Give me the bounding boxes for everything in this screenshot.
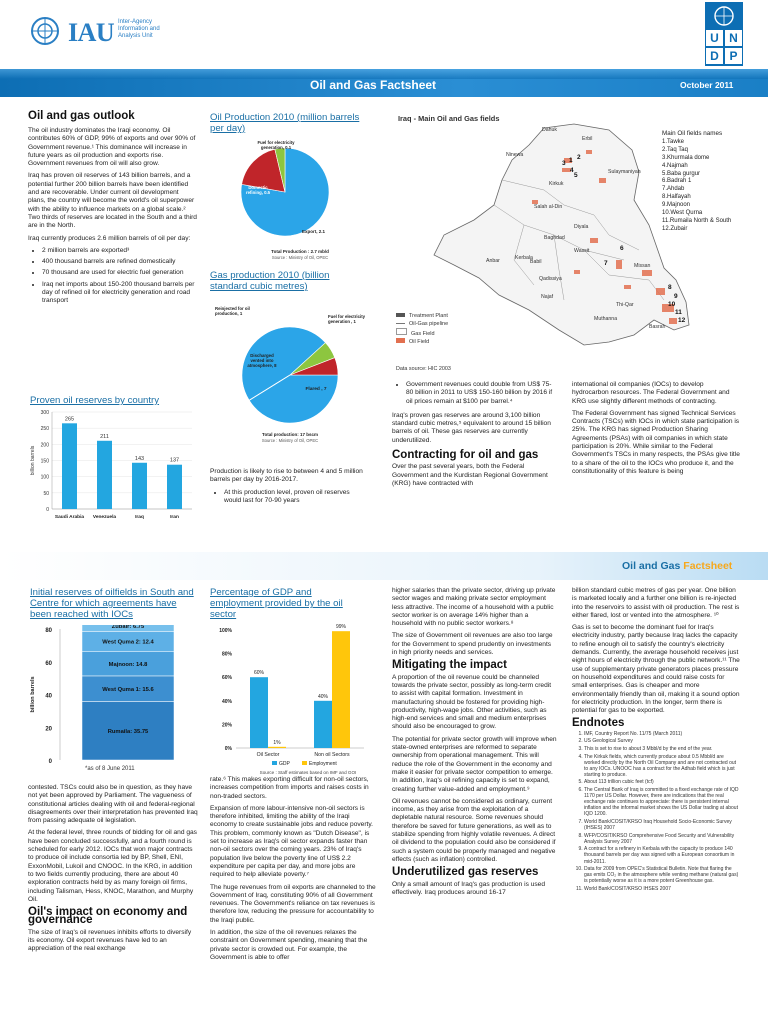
page-date: October 2011	[680, 80, 734, 90]
map-source: Data source: HIC 2003	[396, 366, 451, 372]
ioc-chart-title: Initial reserves of oilfields in South and Centre for which agreements have been reached with IOCs	[30, 587, 194, 620]
oil-field-marker	[599, 178, 606, 183]
map-field-number: 3	[562, 160, 566, 167]
total-label: Total Production : 2.7 mb/d	[271, 249, 329, 254]
segment-label: Rumaila: 35.75	[107, 728, 149, 735]
source-label: Source : Ministry of Oil, OPEC	[261, 438, 319, 443]
un-emblem-icon	[713, 5, 735, 27]
map-field-number: 7	[604, 260, 608, 267]
endnote-item: 4. The Kirkuk fields, which currently produce about 0.5 Mbbl/d are worked directly by the North Oil Company and are not contracted out to any IOCs. UNOOC has a contract for the Adhab field which is just starting to produce.	[584, 754, 740, 778]
oil-production-pie-chart	[210, 135, 370, 265]
oil-field-marker	[656, 288, 665, 295]
oil-field-marker	[586, 150, 592, 154]
gdp-employment-chart	[210, 620, 370, 780]
page2-banner	[0, 552, 768, 580]
map-city-label: Missan	[634, 263, 651, 269]
oil-field-name: 9.Majnoon	[662, 202, 691, 209]
y-tick-label: 100	[40, 474, 49, 481]
x-tick-label: Oil Sector	[256, 752, 280, 758]
bar	[314, 701, 332, 748]
y-tick-label: 0	[46, 507, 49, 513]
list-item: • 2 million barrels are exported³	[42, 247, 198, 255]
endnote-item: 3. This is set to rise to about 3 Mbbl/d by the end of the year.	[584, 746, 740, 752]
map-city-label: Sulaymaniyah	[608, 169, 641, 175]
legend-swatch	[272, 761, 277, 765]
map-field-number: 4	[570, 167, 574, 174]
oil-field-marker	[590, 238, 598, 243]
paragraph: The oil industry dominates the Iraqi economy. Oil contributes 60% of GDP, 99% of exports and over 90% of Government revenue.¹ This dominance will increase in future years as oil production and exports rise. Government revenues from oil will also grow.	[28, 127, 196, 168]
bar-value-label: 99%	[335, 624, 347, 631]
y-tick-label: 50	[43, 490, 49, 497]
paragraph: Production is likely to rise to between 4 and 5 million barrels per day by 2016-2017.	[210, 468, 363, 484]
map-city-label: Erbil	[582, 136, 593, 142]
y-tick-label: 40%	[221, 698, 232, 705]
map-city-label: Babil	[530, 259, 542, 265]
map-city-label: Kirkuk	[549, 181, 564, 187]
map-city-label: Dahuk	[542, 127, 557, 133]
gas-production-pie-chart	[210, 300, 370, 445]
oil-field-marker	[616, 260, 622, 269]
source-label: Source : Ministry of Oil, OPEC	[271, 255, 329, 260]
legend-label: GDP	[279, 761, 290, 767]
map-city-label: Kerbala	[515, 255, 533, 261]
undp-letter: U	[706, 30, 723, 46]
y-tick-label: 300	[40, 410, 49, 416]
page2-column-4	[572, 587, 740, 894]
pipeline-icon	[396, 323, 405, 324]
section-heading: Mitigating the impact	[392, 659, 507, 672]
map-field-number: 9	[674, 293, 678, 300]
slice-label: Export, 2.1	[302, 229, 326, 234]
y-axis-label: billion barrels	[30, 676, 36, 713]
segment-label: West Quma 2: 12.4	[102, 639, 154, 646]
map-title: Iraq - Main Oil and Gas fields	[398, 114, 500, 123]
y-tick-label: 80%	[221, 651, 232, 658]
slice-label: Fuel for electricity generation, 0.1	[257, 140, 295, 150]
page2-column-3	[392, 587, 558, 901]
oil-pie-title: Oil Production 2010 (million barrels per day)	[210, 112, 360, 134]
bar-value-label: 143	[134, 455, 145, 462]
bar-value-label: 265	[64, 416, 75, 423]
bar-value-label: 60%	[253, 670, 265, 677]
page2-title-part2: Factsheet	[683, 560, 733, 572]
bar-value-label: 40%	[317, 693, 329, 700]
map-city-label: Basrah	[649, 324, 666, 330]
oil-field-marker	[642, 270, 652, 276]
ioc-reserves-chart	[28, 625, 203, 775]
paragraph: Iraq currently produces 2.6 million barrels of oil per day:	[28, 234, 191, 242]
endnotes-list	[572, 731, 740, 892]
bar	[167, 465, 182, 509]
paragraph: Iraq has proven oil reserves of 143 billion barrels, and a potential further 200 billion barrels have been identified and are recoverable. Under current oil development plans, the country will become the world's oil superpower with the ability to influence markets on a global scale.² Two thirds of reserves are located in the South and a third are in the North.	[28, 172, 197, 230]
y-tick-label: 0	[48, 759, 52, 765]
paragraph: Only a small amount of Iraq's gas production is used effectively. Iraq produces around 16-17	[392, 880, 545, 896]
y-tick-label: 20	[45, 726, 52, 733]
bar-value-label: 1%	[273, 739, 281, 746]
y-tick-label: 60	[45, 660, 52, 667]
total-label: Total production: 17 bscm	[262, 432, 318, 437]
map-city-label: Anbar	[486, 258, 500, 264]
paragraph: The potential for private sector growth will improve when state-owned enterprises are reformed to separate ownership from operational management. This will reduce the role of the Government in the economy and make it easier for private sector competition to emerge. In addition, Iraq's oil refining capacity is set to expand, creating further value-added and employment.⁹	[392, 735, 557, 793]
endnote-item: 7. World Bank/COSIT/KRSO Iraq Household Socio-Economic Survey (IHSES) 2007	[584, 819, 740, 831]
gas-field-icon	[396, 328, 407, 335]
x-tick-label: Non oil Sectors	[314, 752, 350, 758]
paragraph: The huge revenues from oil exports are channeled to the Government of Iraq, constituting 90% of all Government revenues. The Government's reliance on tax revenues is therefore low, reducing the pressure for accountability to the Iraqi public.	[210, 883, 376, 924]
map-field-number: 5	[574, 172, 578, 179]
endnote-item: 5. About 113 trillion cubic feet (tcf)	[584, 779, 740, 785]
legend-label: Oil-Gas pipeline	[409, 321, 449, 327]
legend-label: Gas Field	[411, 331, 435, 337]
y-tick-label: 40	[45, 693, 52, 700]
y-tick-label: 0%	[224, 746, 232, 752]
undp-letter: N	[725, 30, 742, 46]
map-city-label: Ninewa	[506, 152, 524, 158]
endnote-item: 9. A contract for a refinery in Kerbala with the capacity to produce 140 thousand barrels per day was signed with a European consortium in mid-2011.	[584, 846, 740, 864]
section-heading: Oil's impact on economy and governance	[28, 906, 188, 927]
endnotes-heading: Endnotes	[572, 717, 625, 730]
bar-value-label: 211	[100, 433, 109, 440]
endnote-item: 6. The Central Bank of Iraq is committed to a fixed exchange rate of IQD 1170 per US Dollar. However, there are indications that the real exchange rate continues to appreciate: there is persistent internal inflation and the informal market shows the US Dollar trading at about IQD 1200.	[584, 787, 740, 817]
y-tick-label: 200	[40, 442, 49, 449]
section-heading: Underutilized gas reserves	[392, 866, 539, 879]
oil-field-name: 8.Halfayah	[662, 194, 691, 201]
bar	[62, 423, 77, 509]
map-city-label: Thi-Qar	[616, 302, 634, 308]
page-title: Oil and Gas Factsheet	[310, 78, 437, 92]
paragraph: international oil companies (IOCs) to develop hydrocarbon resources. The Federal Government and KRG use slightly different methods of contracting.	[572, 381, 730, 405]
gas-pie-title: Gas production 2010 (billion standard cubic metres)	[210, 270, 330, 292]
oil-fields-list	[662, 130, 762, 234]
legend-label: Oil Field	[409, 339, 430, 345]
oil-field-icon	[396, 338, 405, 343]
x-tick-label: Venezuela	[92, 515, 117, 520]
column-4	[572, 381, 740, 480]
page2-column-2	[210, 776, 376, 966]
map-city-label: Najaf	[541, 294, 554, 300]
reserves-bar-chart	[28, 407, 203, 525]
production-bullets	[28, 247, 198, 306]
list-item: • 400 thousand barrels are refined domestically	[42, 258, 198, 266]
list-item: • 70 thousand are used for electric fuel generation	[42, 269, 198, 277]
bar-value-label: 137	[169, 457, 180, 464]
production-outlook	[210, 468, 365, 508]
section-heading: Oil and gas outlook	[28, 110, 135, 122]
map-field-number: 12	[678, 317, 686, 324]
oil-field-marker	[624, 285, 631, 289]
map-city-label: Qadissiya	[539, 276, 562, 282]
map-legend	[396, 312, 448, 346]
slice-label: Discharged vented into atmosphere, 8	[247, 353, 277, 368]
oil-field-name: 11.Rumaila North & South	[662, 217, 732, 224]
undp-letter: P	[725, 48, 742, 64]
paragraph: The size of Government oil revenues are also too large for the Government to spend prudently on investments in high priority needs and services.	[392, 632, 553, 657]
y-tick-label: 80	[45, 628, 52, 634]
map-city-label: Wassit	[574, 248, 590, 254]
bar	[97, 441, 112, 509]
map-field-number: 1	[569, 157, 573, 164]
treatment-plant-icon	[396, 313, 405, 317]
legend-label: Employment	[309, 761, 337, 767]
endnote-item: 8. WFP/COSIT/KRSO Comprehensive Food Security and Vulnerability Analysis Survey 2007	[584, 833, 740, 845]
y-tick-label: 150	[40, 458, 49, 465]
oil-field-name: 6.Badrah 1	[662, 178, 692, 185]
y-tick-label: 60%	[221, 675, 232, 682]
list-item: • At this production level, proven oil reserves would last for 70-90 years	[224, 489, 365, 506]
bar	[250, 677, 268, 748]
list-item: • Government revenues could double from US$ 75-80 billion in 2011 to US$ 150-160 billion by 2016 if oil prices remain at $100 per barrel.⁴	[406, 381, 558, 406]
y-tick-label: 20%	[221, 722, 232, 729]
reserves-chart-title: Proven oil reserves by country	[30, 395, 160, 406]
map-city-label: Baghdad	[544, 235, 565, 241]
endnote-item: 10. Data for 2009 from OPEC's Statistical Bulletin. Note that flaring the gas emits CO₂ in the atmosphere while venting methane (natural gas) is potentially worse as it is a more potent Greenhouse gas.	[584, 866, 740, 884]
list-item: • Iraq net imports about 150-200 thousand barrels per day of refined oil for electricity generation and road transport	[42, 281, 198, 306]
oil-field-name: 4.Najmah	[662, 162, 688, 169]
map-field-number: 8	[668, 284, 672, 291]
paragraph: Gas is set to become the dominant fuel for Iraq's electricity industry, partly because Iraq lacks the capacity to refine enough oil to satisfy the country's electricity demands. Currently, the average household receives just eight hours of electricity through the public network.¹¹ The use of supplementary private generators places pressure on household expenditures and could raise costs for small enterprises. Gas is cheaper and more environmentally friendly than oil, making it a sound option for electricity production. In the longer, term there is potential for gas to be exported.	[572, 624, 740, 715]
slice-label: Domestic refining, 0.5	[245, 185, 271, 195]
oil-field-name: 2.Taq Taq	[662, 146, 688, 153]
undp-letter: D	[706, 48, 723, 64]
segment-label: Zubair: 6.75	[111, 625, 145, 631]
map-city-label: Salah al-Din	[534, 204, 563, 210]
paragraph: higher salaries than the private sector, driving up private sector wages and making private sector employment less attractive. The income of a household with a public sector worker is on average 14% higher than a household with no public sector workers.⁸	[392, 587, 556, 628]
map-field-number: 2	[577, 154, 581, 161]
endnote-item: 11. World Bank/COSIT/KRSO IHSES 2007	[584, 886, 740, 892]
paragraph: Expansion of more labour-intensive non-oil sectors is therefore inhibited, limiting the ability of the Iraqi economy to create sustainable jobs and reduce poverty. This problem, commonly known as "Dutch Disease", is set to increase as Iraq's oil sector expands faster than non-oil sectors over the coming years. 23% of Iraq's population live below the poverty line of US$ 2.2 expenditure per capita per day, and more jobs are required to help alleviate poverty.⁷	[210, 804, 373, 879]
bar	[132, 463, 147, 509]
endnote-item: 2. US Geological Survey	[584, 738, 740, 744]
oil-field-name: 5.Baba gurgur	[662, 170, 701, 177]
map-field-number: 6	[620, 245, 624, 252]
paragraph: A proportion of the oil revenue could be channeled towards the private sector, possibly as long-term credit to assist with capital formation. Investment in manufacturing should be fostered for providing high-productivity, high-wage jobs. Other activities, such as high-end services and small and medium enterprises should also be encouraged to grow.	[392, 673, 552, 731]
paragraph: billion standard cubic metres of gas per year. One billion is marketed locally and a further one billion is re-injected into the reservoirs to assist with oil production. The rest is either flared, lost or vented into the atmosphere. ¹⁰	[572, 587, 740, 619]
paragraph: Oil revenues cannot be considered as ordinary, current income, as they arise from the exploitation of a depletable natural resource. Some revenues should therefore be saved for future generations, as well as to stabilize spending from highly volatile revenues. A direct oil dividend to the population could also be considered if such a system could be properly managed and negative effects (such as inflation) controlled.	[392, 797, 556, 863]
slice-label: Fuel for electricity generation , 1	[328, 314, 366, 324]
paragraph: The size of Iraq's oil revenues inhibits efforts to diversify its economy. Oil export revenues have led to an appreciation of the real exchange	[28, 928, 192, 953]
oil-field-name: 3.Khurmala dome	[662, 154, 710, 161]
page2-column-1	[28, 784, 198, 958]
paragraph: contested. TSCs could also be in question, as they have not yet been approved by Parliament. The vagueness of constitutional articles dealing with oil and federal-regional disagreements over their interpretation has prevented Iraq from passing adequate oil legislation.	[28, 784, 198, 825]
title-banner	[0, 69, 768, 97]
header	[0, 0, 768, 68]
x-tick-label: Iran	[170, 515, 179, 520]
oil-field-marker	[574, 270, 580, 274]
ioc-chart-note: *as of 8 June 2011	[85, 766, 135, 772]
undp-logo	[705, 2, 743, 66]
bar	[332, 631, 350, 748]
slice-label: Reinjected for oil production, 1	[215, 306, 250, 316]
segment-label: West Quma 1: 15.6	[102, 686, 154, 693]
un-emblem-icon	[30, 16, 60, 46]
map-field-number: 10	[668, 301, 676, 308]
paragraph: rate.⁶ This makes exporting difficult for non-oil sectors, increases competition from imports and raises costs in non-traded sectors.	[210, 776, 369, 800]
segment-label: Majnoon: 14.8	[108, 661, 148, 668]
legend-swatch	[302, 761, 307, 765]
page2-title-part1: Oil and Gas	[622, 560, 681, 572]
x-tick-label: Iraq	[135, 515, 144, 520]
source-label: Source : Staff estimates based on IMF and GOI	[259, 770, 357, 775]
paragraph: In addition, the size of the oil revenues relaxes the constraint on Government spending, meaning that the private sector is crowded out. For example, the Government is able to offer	[210, 929, 368, 961]
gdp-chart-title: Percentage of GDP and employment provided by the oil sector	[210, 587, 343, 620]
oil-field-name: 10.West Qurna	[662, 210, 703, 217]
oil-field-marker	[669, 318, 677, 324]
y-tick-label: 250	[40, 426, 49, 433]
slice-label: Flared , 7	[305, 387, 327, 392]
paragraph: The Federal Government has signed Technical Services Contracts (TSCs) with IOCs in which state participation is 25%. The KRG has signed Production Sharing Agreements (PSAs) with oil companies in which state participation is 20%. While similar to the Federal Government's TSCs in many respects, the PSAs give title to a share of the oil to the IOCs who produce it, and the constitutionality of this feature is being	[572, 409, 740, 475]
section-heading: Contracting for oil and gas	[392, 449, 539, 462]
outlook-section	[28, 110, 198, 309]
oil-field-name: 7.Ahdab	[662, 186, 685, 193]
y-axis-label: billion barrels	[30, 445, 36, 476]
column-3	[392, 381, 558, 492]
legend-label: Treatment Plant	[409, 313, 448, 319]
map-city-label: Muthanna	[594, 316, 618, 322]
paragraph: Iraq's proven gas reserves are around 3,100 billion standard cubic metres,⁵ equivalent to around 15 billion barrels of oil. These gas reserves are currently underutilized.	[392, 411, 551, 444]
oil-field-name: 1.Tawke	[662, 138, 685, 145]
oil-field-name: 12.Zubair	[662, 225, 688, 232]
endnote-item: 1. IMF, Country Report No. 11/75 (March 2011)	[584, 731, 740, 737]
iau-logo-subtitle: Inter-Agency Information and Analysis Unit	[118, 19, 160, 39]
paragraph: At the federal level, three rounds of bidding for oil and gas have been concluded successfully, and a fourth round is scheduled for early 2012. IOCs that won major contracts to produce oil include consortia led by BP, Shell, ENI, ExxonMobil, Lukoil and CNOOC. In the KRG, in addition to two fields currently producing, there are about 40 exploration contracts held by as many foreign oil firms, including Talisman, Hess, KNOC, Marathon, and Murphy Oil.	[28, 829, 197, 903]
bar	[268, 747, 286, 748]
y-tick-label: 100%	[219, 628, 232, 634]
fields-list-title: Main Oil fields names	[662, 130, 723, 137]
map-field-number: 11	[675, 309, 682, 316]
x-tick-label: Saudi Arabia	[54, 515, 85, 520]
iau-logo-text: IAU	[68, 18, 115, 47]
map-city-label: Diyala	[574, 224, 589, 230]
paragraph: Over the past several years, both the Federal Government and the Kurdistan Regional Government (KRG) have contracted with	[392, 463, 548, 487]
